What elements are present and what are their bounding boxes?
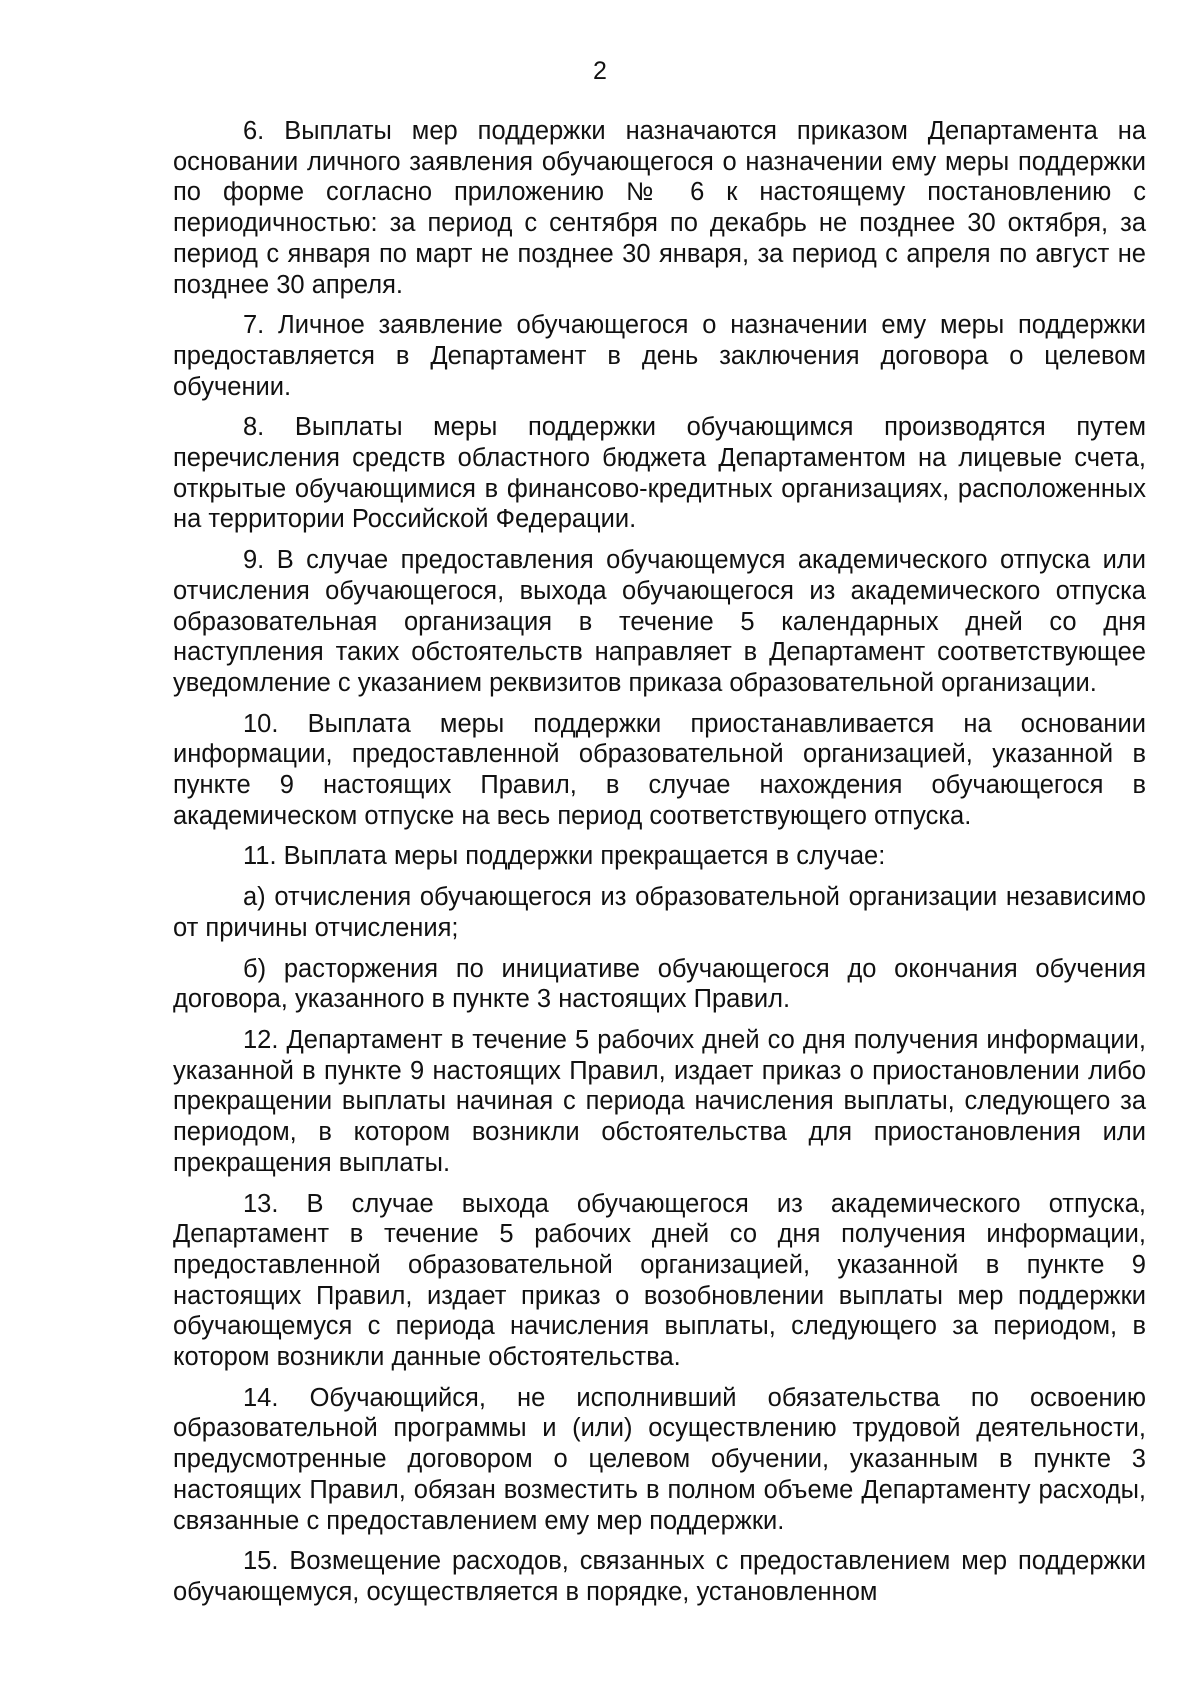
paragraph-11-b: б) расторжения по инициативе обучающегося до окончания обучения договора, указанного в пункте 3 настоящих Правил. [173, 954, 1146, 1014]
paragraph-12: 12. Департамент в течение 5 рабочих дней со дня получения информации, указанной в пункте 9 настоящих Правил, издает приказ о приостановлении либо прекращении выплаты начиная с периода начисления выплаты, следующего за периодом, в котором возникли обстоятельства для приостановления или прекращения выплаты. [173, 1025, 1146, 1177]
paragraph-9: 9. В случае предоставления обучающемуся академического отпуска или отчисления обучающегося, выхода обучающегося из академического отпуска образовательная организация в течение 5 календарных дней со дня наступления таких обстоятельств направляет в Департамент соответствующее уведомление с указанием реквизитов приказа образовательной организации. [173, 546, 1146, 697]
paragraph-10: 10. Выплата меры поддержки приостанавливается на основании информации, предоставленной образовательной организацией, указанной в пункте 9 настоящих Правил, в случае нахождения обучающегося в академическом отпуске на весь период соответствующего отпуска. [173, 709, 1146, 830]
paragraph-6: 6. Выплаты мер поддержки назначаются приказом Департамента на основании личного заявления обучающегося о назначении ему меры поддержки по форме согласно приложению № 6 к настоящему постановлению с периодичностью: за период с сентября по декабрь не позднее 30 октября, за период с января по март не позднее 30 января, за период с апреля по август не позднее 30 апреля. [173, 117, 1146, 299]
paragraph-11-a: а) отчисления обучающегося из образовательной организации независимо от причины отчисления; [173, 883, 1146, 942]
paragraph-13: 13. В случае выхода обучающегося из академического отпуска, Департамент в течение 5 рабочих дней со дня получения информации, предоставленной образовательной организацией, указанной в пункте 9 настоящих Правил, издает приказ о возобновлении выплаты мер поддержки обучающемуся с периода начисления выплаты, следующего за периодом, в котором возникли данные обстоятельства. [173, 1189, 1146, 1372]
paragraph-15: 15. Возмещение расходов, связанных с предоставлением мер поддержки обучающемуся, осуществляется в порядке, установленном [173, 1547, 1146, 1606]
paragraph-14: 14. Обучающийся, не исполнивший обязательства по освоению образовательной программы и (или) осуществлению трудовой деятельности, предусмотренные договором о целевом обучении, указанным в пункте 3 настоящих Правил, обязан возместить в полном объеме Департаменту расходы, связанные с предоставлением ему мер поддержки. [173, 1383, 1146, 1535]
paragraph-11: 11. Выплата меры поддержки прекращается в случае: [243, 842, 886, 871]
paragraph-7: 7. Личное заявление обучающегося о назначении ему меры поддержки предоставляется в Департамент в день заключения договора о целевом обучении. [173, 311, 1146, 401]
page-number: 2 [593, 57, 607, 85]
paragraph-8: 8. Выплаты меры поддержки обучающимся производятся путем перечисления средств областного бюджета Департаментом на лицевые счета, открытые обучающимися в финансово-кредитных организациях, расположенных на территории Российской Федерации. [173, 413, 1146, 534]
document-body [173, 116, 1146, 1618]
